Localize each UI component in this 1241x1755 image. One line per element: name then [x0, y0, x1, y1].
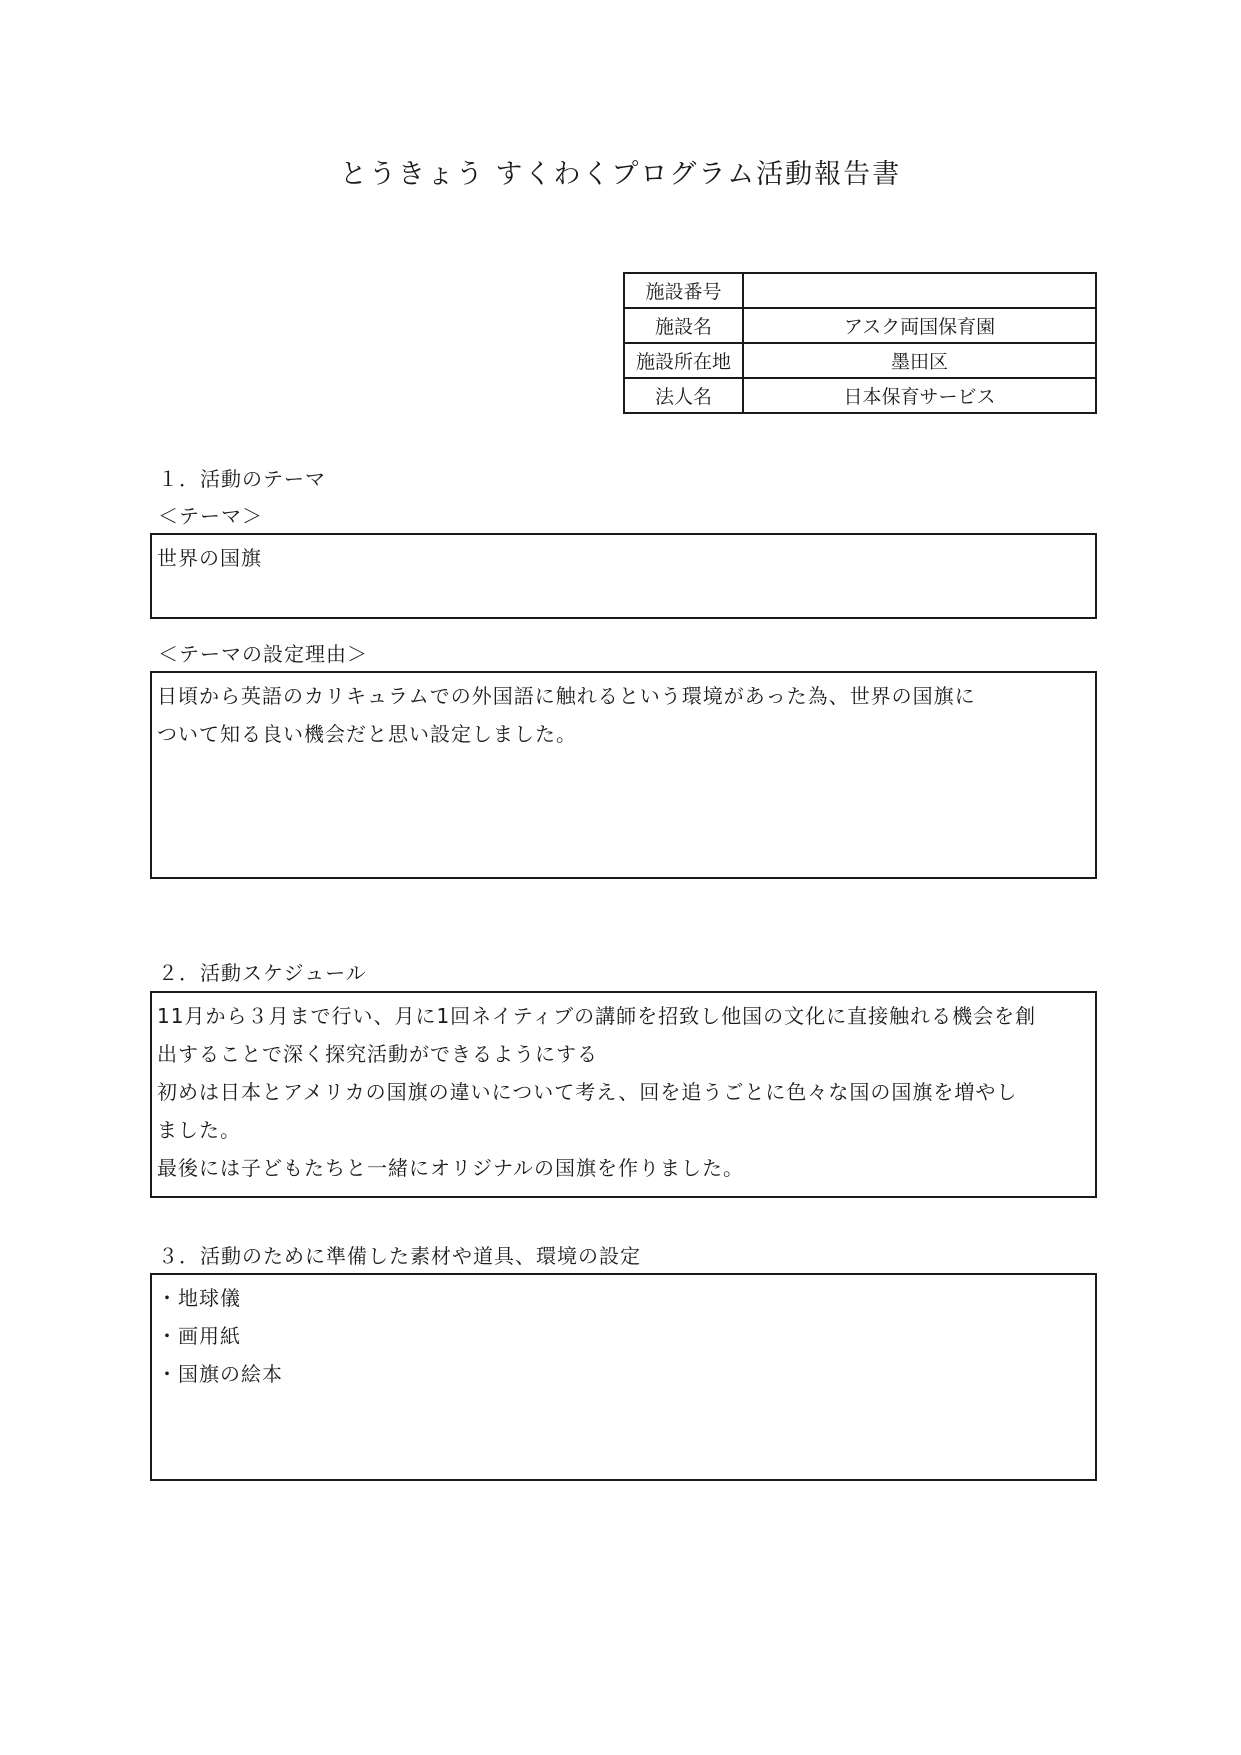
corporation-name-value: 日本保育サービス — [743, 378, 1096, 413]
theme-box — [150, 533, 1097, 619]
reason-line: ついて知る良い機会だと思い設定しました。 — [157, 722, 577, 746]
schedule-line: 11月から３月まで行い、月に1回ネイティブの講師を招致し他国の文化に直接触れる機会を創 — [157, 1004, 1037, 1028]
reason-line: 日頃から英語のカリキュラムでの外国語に触れるという環境があった為、世界の国旗に — [157, 684, 976, 708]
theme-text: 世界の国旗 — [157, 546, 262, 570]
theme-reason-label: ＜テーマの設定理由＞ — [158, 642, 368, 666]
facility-number-value — [743, 273, 1096, 308]
materials-box — [150, 1273, 1097, 1481]
facility-row-number — [624, 273, 1096, 308]
section2-heading: ２．活動スケジュール — [158, 961, 367, 985]
facility-name-value: アスク両国保育園 — [743, 308, 1096, 343]
schedule-line: ました。 — [157, 1118, 241, 1142]
schedule-box — [150, 991, 1097, 1198]
facility-row-corporation — [624, 378, 1096, 413]
corporation-name-label: 法人名 — [624, 378, 743, 413]
facility-row-location — [624, 343, 1096, 378]
document-title: とうきょう すくわくプログラム活動報告書 — [339, 159, 902, 190]
facility-location-label: 施設所在地 — [624, 343, 743, 378]
schedule-line: 初めは日本とアメリカの国旗の違いについて考え、回を追うごとに色々な国の国旗を増やし — [157, 1080, 1018, 1104]
schedule-line: 出することで深く探究活動ができるようにする — [157, 1042, 598, 1066]
facility-name-label: 施設名 — [624, 308, 743, 343]
material-item: ・画用紙 — [157, 1324, 241, 1348]
theme-reason-box — [150, 671, 1097, 879]
facility-location-value: 墨田区 — [743, 343, 1096, 378]
facility-number-label: 施設番号 — [624, 273, 743, 308]
material-item: ・地球儀 — [157, 1286, 241, 1310]
facility-row-name — [624, 308, 1096, 343]
theme-label: ＜テーマ＞ — [158, 504, 263, 528]
schedule-line: 最後には子どもたちと一緒にオリジナルの国旗を作りました。 — [157, 1156, 744, 1180]
material-item: ・国旗の絵本 — [157, 1362, 283, 1386]
section3-heading: ３．活動のために準備した素材や道具、環境の設定 — [158, 1244, 641, 1268]
section1-heading: １．活動のテーマ — [158, 467, 326, 491]
facility-info-table — [623, 272, 1097, 414]
